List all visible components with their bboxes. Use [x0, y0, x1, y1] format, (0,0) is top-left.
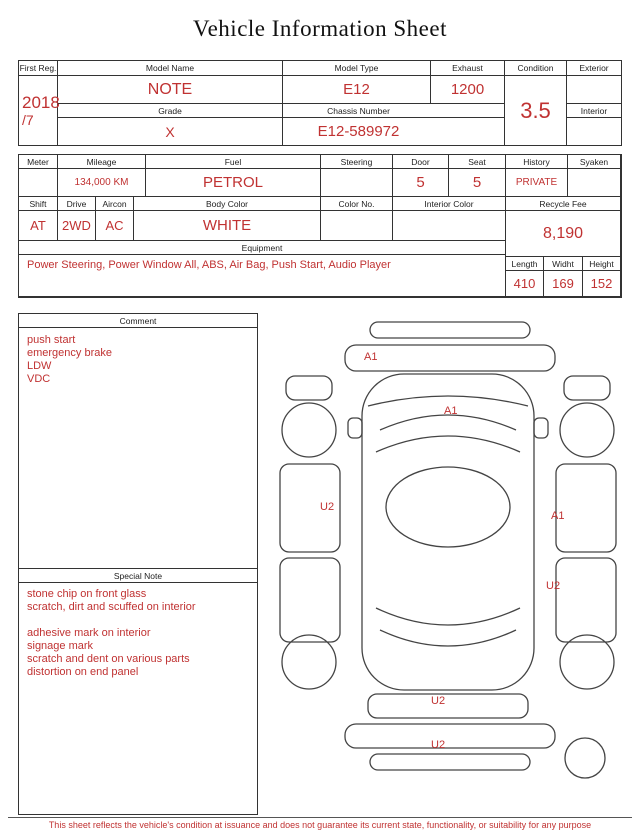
exterior-header: Exterior: [567, 61, 621, 76]
car-windshield-line-1: [380, 415, 516, 430]
grade-value: X: [58, 118, 283, 145]
special-note-line: signage mark: [27, 640, 94, 652]
model-type-header: Model Type: [283, 61, 431, 76]
damage-label: U2: [431, 739, 446, 751]
comment-line: emergency brake: [27, 347, 112, 359]
car-front-corner-left: [286, 376, 332, 400]
condition-header: Condition: [505, 61, 567, 76]
wheel-front-right: [560, 403, 614, 457]
history-value: PRIVATE: [506, 169, 568, 197]
car-body: [362, 374, 534, 690]
page-title: Vehicle Information Sheet: [193, 16, 447, 41]
comment-header: Comment: [19, 314, 257, 328]
height-value: 152: [583, 271, 621, 297]
notes-box: [18, 313, 258, 815]
comment-line: LDW: [27, 360, 52, 372]
aircon-header: Aircon: [96, 197, 134, 211]
recycle-fee-header: Recycle Fee: [506, 197, 621, 211]
chassis-number-value: E12-589972: [283, 118, 505, 145]
aircon-value: AC: [96, 211, 134, 241]
meter-value: [19, 169, 58, 197]
interior-color-header: Interior Color: [393, 197, 506, 211]
drive-value: 2WD: [58, 211, 96, 241]
door-value: 5: [393, 169, 449, 197]
car-rear-window-line-1: [376, 608, 520, 625]
first-reg-month: /7: [22, 111, 34, 128]
damage-label: U2: [546, 580, 561, 592]
comment-content: [19, 328, 257, 568]
syaken-value: [568, 169, 621, 197]
drive-header: Drive: [58, 197, 96, 211]
equipment-value: Power Steering, Power Window All, ABS, Air Bag, Push Start, Audio Player: [19, 255, 506, 297]
mileage-value: 134,000 KM: [58, 169, 146, 197]
fuel-value: PETROL: [146, 169, 321, 197]
special-note-header: Special Note: [19, 568, 257, 583]
special-note-line: stone chip on front glass: [27, 588, 147, 600]
exhaust-header: Exhaust: [431, 61, 505, 76]
meter-header: Meter: [19, 155, 58, 169]
height-header: Height: [583, 257, 621, 271]
side-panel-left-rear: [280, 558, 340, 642]
grade-header: Grade: [58, 104, 283, 118]
wheel-front-left: [282, 403, 336, 457]
color-no-value: [321, 211, 393, 241]
damage-label: U2: [431, 695, 446, 707]
car-rear-bumper: [345, 724, 555, 748]
car-windshield-line-2: [376, 436, 520, 452]
model-name-header: Model Name: [58, 61, 283, 76]
footer-disclaimer: This sheet reflects the vehicle's condition at issuance and does not guarantee its current state, functionality, or suitability for any purpose: [48, 820, 592, 830]
interior-color-value: [393, 211, 506, 241]
special-note-line: scratch, dirt and scuffed on interior: [27, 601, 196, 613]
comment-line: VDC: [27, 373, 51, 385]
car-mirror-right: [534, 418, 548, 438]
length-value: 410: [506, 271, 544, 297]
width-header: Widht: [544, 257, 583, 271]
history-header: History: [506, 155, 568, 169]
damage-label: U2: [320, 501, 335, 513]
car-front-corner-right: [564, 376, 610, 400]
special-note-content: [19, 583, 257, 814]
car-rear-window-line-2: [380, 630, 516, 646]
special-note-line: distortion on end panel: [27, 666, 139, 678]
special-note-line: adhesive mark on interior: [27, 627, 151, 639]
side-panel-right-rear: [556, 558, 616, 642]
car-front-strip: [370, 322, 530, 338]
model-type-value: E12: [283, 76, 431, 104]
length-header: Length: [506, 257, 544, 271]
steering-value: [321, 169, 393, 197]
shift-header: Shift: [19, 197, 58, 211]
first-reg-year: 2018: [22, 92, 60, 112]
damage-label: A1: [364, 351, 378, 363]
syaken-header: Syaken: [568, 155, 621, 169]
spare-wheel: [565, 738, 605, 778]
mileage-header: Mileage: [58, 155, 146, 169]
damage-label: A1: [551, 510, 565, 522]
interior-value: [567, 118, 621, 145]
car-rear-panel: [368, 694, 528, 718]
car-rear-strip: [370, 754, 530, 770]
color-no-header: Color No.: [321, 197, 393, 211]
door-header: Door: [393, 155, 449, 169]
width-value: 169: [544, 271, 583, 297]
comment-line: push start: [27, 334, 76, 346]
car-diagram: [268, 312, 628, 812]
special-note-line: [27, 614, 249, 627]
seat-header: Seat: [449, 155, 506, 169]
condition-value: 3.5: [505, 76, 567, 145]
body-color-value: WHITE: [134, 211, 321, 241]
equipment-header: Equipment: [19, 241, 506, 255]
model-name-value: NOTE: [58, 76, 283, 104]
side-panel-right-front: [556, 464, 616, 552]
footer-divider: [8, 817, 632, 818]
seat-value: 5: [449, 169, 506, 197]
exterior-value: [567, 76, 621, 104]
first-reg-header: First Reg.: [19, 61, 58, 76]
shift-value: AT: [19, 211, 58, 241]
exhaust-value: 1200: [431, 76, 505, 104]
vehicle-detail-table: [18, 154, 622, 298]
car-roof: [386, 467, 510, 547]
interior-header: Interior: [567, 104, 621, 118]
chassis-number-header: Chassis Number: [283, 104, 505, 118]
recycle-fee-value: 8,190: [506, 211, 621, 257]
damage-label: A1: [444, 405, 458, 417]
body-color-header: Body Color: [134, 197, 321, 211]
wheel-rear-left: [282, 635, 336, 689]
steering-header: Steering: [321, 155, 393, 169]
fuel-header: Fuel: [146, 155, 321, 169]
wheel-rear-right: [560, 635, 614, 689]
special-note-line: scratch and dent on various parts: [27, 653, 190, 665]
car-mirror-left: [348, 418, 362, 438]
first-reg-value: [19, 76, 58, 145]
vehicle-main-table: [18, 60, 622, 146]
